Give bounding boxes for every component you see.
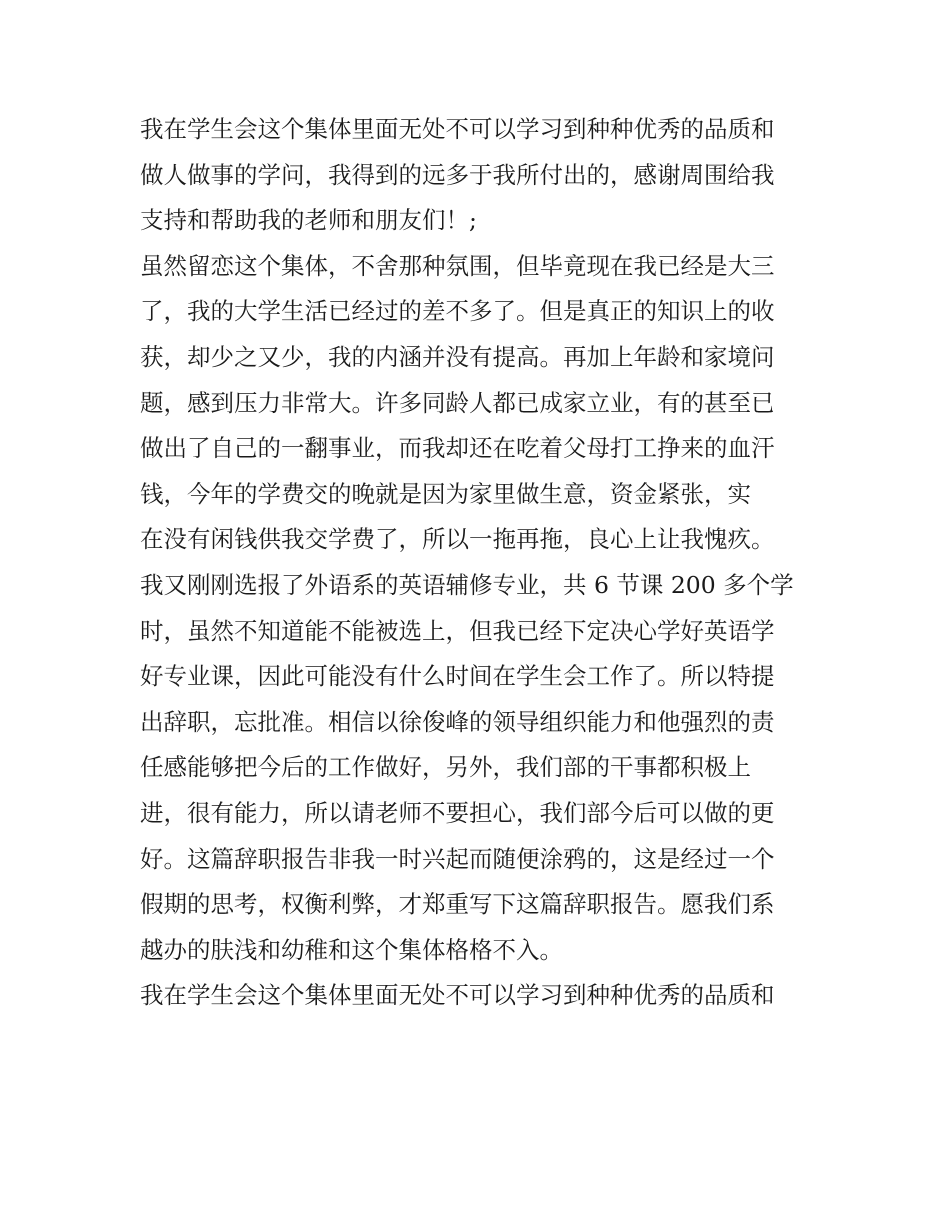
text-line: 出辞职，忘批准。相信以徐俊峰的领导组织能力和他强烈的责 — [140, 707, 775, 736]
text-line: 好专业课，因此可能没有什么时间在学生会工作了。所以特提 — [140, 662, 775, 691]
text-line: 做出了自己的一翻事业，而我却还在吃着父母打工挣来的血汗 — [140, 434, 775, 463]
text-line: 假期的思考，权衡利弊，才郑重写下这篇辞职报告。愿我们系 — [140, 890, 775, 919]
text-line: 时，虽然不知道能不能被选上，但我已经下定决心学好英语学 — [140, 616, 775, 645]
text-line: 了，我的大学生活已经过的差不多了。但是真正的知识上的收 — [140, 297, 775, 326]
text-line: 越办的肤浅和幼稚和这个集体格格不入。 — [140, 935, 563, 964]
document-body — [140, 107, 820, 1019]
text-line: 我在学生会这个集体里面无处不可以学习到种种优秀的品质和 — [140, 981, 775, 1010]
text-line: 支持和帮助我的老师和朋友们！; — [140, 206, 477, 235]
text-line: 好。这篇辞职报告非我一时兴起而随便涂鸦的，这是经过一个 — [140, 844, 775, 873]
text-line: 做人做事的学问，我得到的远多于我所付出的，感谢周围给我 — [140, 160, 775, 189]
text-line: 进，很有能力，所以请老师不要担心，我们部今后可以做的更 — [140, 798, 775, 827]
text-line: 我在学生会这个集体里面无处不可以学习到种种优秀的品质和 — [140, 115, 775, 143]
text-line: 我又刚刚选报了外语系的英语辅修专业，共 6 节课 200 多个学 — [140, 570, 794, 599]
text-line: 任感能够把今后的工作做好，另外，我们部的干事都积极上 — [140, 753, 751, 782]
text-line: 题，感到压力非常大。许多同龄人都已成家立业，有的甚至已 — [140, 388, 775, 417]
text-line: 获，却少之又少，我的内涵并没有提高。再加上年龄和家境问 — [140, 342, 775, 371]
text-line: 在没有闲钱供我交学费了，所以一拖再拖，良心上让我愧疚。 — [140, 525, 775, 554]
text-line: 虽然留恋这个集体，不舍那种氛围，但毕竟现在我已经是大三 — [140, 251, 775, 280]
text-line: 钱，今年的学费交的晚就是因为家里做生意，资金紧张，实 — [140, 479, 751, 508]
